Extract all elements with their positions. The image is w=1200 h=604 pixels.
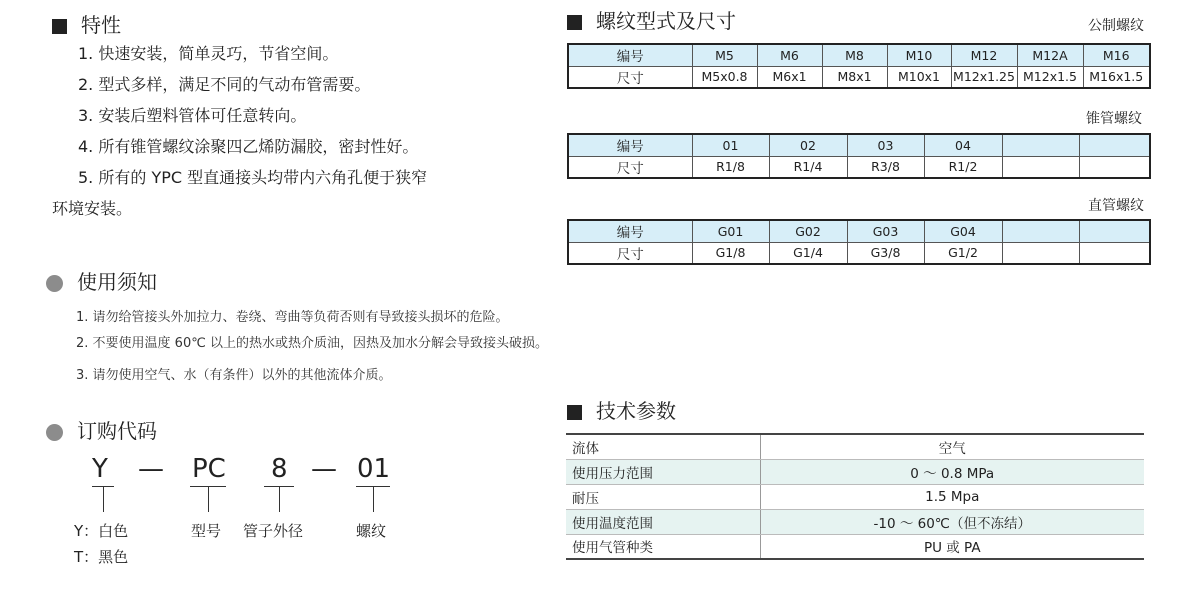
thread-size-cell — [1079, 156, 1150, 178]
param-name: 流体 — [566, 434, 760, 459]
table-row — [566, 459, 1144, 484]
thread-size-cell: R1/4 — [769, 156, 847, 178]
table-row — [566, 534, 1144, 559]
color-label-black: T：黑色 — [74, 548, 129, 566]
row-label: 尺寸 — [568, 242, 692, 264]
thread-size-cell — [1079, 242, 1150, 264]
thread-size-cell: R3/8 — [847, 156, 924, 178]
thread-size-cell: M6x1 — [757, 66, 822, 88]
straight-thread-tag: 直管螺纹 — [1088, 198, 1144, 214]
usage-title: 使用须知 — [46, 266, 157, 295]
table-row — [568, 66, 1150, 88]
square-bullet-icon — [567, 15, 582, 30]
tech-title: 技术参数 — [567, 395, 676, 424]
row-label: 尺寸 — [568, 66, 692, 88]
code-tick — [103, 486, 104, 512]
usage-item: 1. 请勿给管接头外加拉力、卷绕、弯曲等负荷否则有导致接头损坏的危险。 — [76, 310, 509, 325]
param-name: 使用压力范围 — [566, 459, 760, 484]
usage-item: 3. 请勿使用空气、水（有条件）以外的其他流体介质。 — [76, 368, 392, 383]
table-row — [568, 44, 1150, 66]
taper-thread-tag: 锥管螺纹 — [1086, 111, 1142, 127]
table-row — [566, 434, 1144, 459]
type-label: 型号 — [191, 522, 222, 540]
order-code-color: Y — [92, 454, 108, 484]
thread-code-cell — [1002, 220, 1079, 242]
thread-size-cell: M8x1 — [822, 66, 887, 88]
param-name: 使用气管种类 — [566, 534, 760, 559]
thread-code-cell: M16 — [1083, 44, 1150, 66]
thread-code-cell: M5 — [692, 44, 757, 66]
usage-item: 2. 不要使用温度 60℃ 以上的热水或热介质油，因热及加水分解会导致接头破损。 — [76, 336, 548, 351]
thread-size-cell — [1002, 156, 1079, 178]
table-row — [568, 242, 1150, 264]
thread-size-cell: M12x1.25 — [951, 66, 1017, 88]
thread-code-cell: G04 — [924, 220, 1002, 242]
thread-size-cell: M5x0.8 — [692, 66, 757, 88]
table-row — [568, 220, 1150, 242]
order-code-dash: — — [138, 454, 164, 484]
code-tick — [208, 486, 209, 512]
diameter-label: 管子外径 — [243, 522, 304, 540]
thread-code-cell: M12 — [951, 44, 1017, 66]
thread-code-cell: 02 — [769, 134, 847, 156]
table-row — [566, 509, 1144, 534]
order-code-dash: — — [311, 454, 337, 484]
row-label: 编号 — [568, 44, 692, 66]
color-label-white: Y：白色 — [74, 522, 129, 540]
thread-code-cell: M6 — [757, 44, 822, 66]
thread-code-cell — [1079, 220, 1150, 242]
square-bullet-icon — [52, 19, 67, 34]
table-row — [568, 156, 1150, 178]
thread-code-cell — [1002, 134, 1079, 156]
code-tick — [279, 486, 280, 512]
thread-code-cell: G02 — [769, 220, 847, 242]
features-title: 特性 — [52, 9, 121, 38]
thread-code-cell: 01 — [692, 134, 769, 156]
thread-label: 螺纹 — [356, 522, 387, 540]
feature-item: 环境安装。 — [52, 199, 133, 218]
code-tick — [373, 486, 374, 512]
param-value: 空气 — [760, 434, 1144, 459]
order-code-diameter: 8 — [271, 454, 288, 484]
thread-size-cell: R1/2 — [924, 156, 1002, 178]
thread-size-cell: G1/4 — [769, 242, 847, 264]
straight-thread-table — [567, 219, 1151, 265]
feature-item: 3. 安装后塑料管体可任意转向。 — [78, 106, 307, 125]
thread-size-cell: M10x1 — [887, 66, 951, 88]
thread-size-cell: G1/2 — [924, 242, 1002, 264]
thread-code-cell: 03 — [847, 134, 924, 156]
thread-size-cell: R1/8 — [692, 156, 769, 178]
metric-thread-table — [567, 43, 1151, 89]
feature-item: 2. 型式多样，满足不同的气动布管需要。 — [78, 75, 371, 94]
thread-code-cell: G03 — [847, 220, 924, 242]
feature-item: 1. 快速安装，简单灵巧，节省空间。 — [78, 44, 339, 63]
table-row — [568, 134, 1150, 156]
circle-bullet-icon — [46, 424, 63, 441]
order-code-thread: 01 — [357, 454, 391, 484]
thread-code-cell — [1079, 134, 1150, 156]
feature-item: 5. 所有的 YPC 型直通接头均带内六角孔便于狭窄 — [78, 168, 428, 187]
param-value: 0 ～ 0.8 MPa — [760, 459, 1144, 484]
thread-size-cell: M16x1.5 — [1083, 66, 1150, 88]
thread-code-cell: M8 — [822, 44, 887, 66]
circle-bullet-icon — [46, 275, 63, 292]
table-row — [566, 484, 1144, 509]
param-value: PU 或 PA — [760, 534, 1144, 559]
thread-title: 螺纹型式及尺寸 — [567, 5, 736, 34]
thread-code-cell: 04 — [924, 134, 1002, 156]
row-label: 编号 — [568, 220, 692, 242]
thread-size-cell: M12x1.5 — [1017, 66, 1083, 88]
taper-thread-table — [567, 133, 1151, 179]
thread-code-cell: G01 — [692, 220, 769, 242]
square-bullet-icon — [567, 405, 582, 420]
features-list — [52, 38, 427, 224]
order-code-type: PC — [192, 454, 226, 484]
thread-size-cell: G1/8 — [692, 242, 769, 264]
tech-params-table — [566, 433, 1144, 560]
param-name: 耐压 — [566, 484, 760, 509]
row-label: 尺寸 — [568, 156, 692, 178]
param-value: -10 ～ 60℃（但不冻结） — [760, 509, 1144, 534]
thread-size-cell — [1002, 242, 1079, 264]
param-name: 使用温度范围 — [566, 509, 760, 534]
thread-code-cell: M10 — [887, 44, 951, 66]
metric-thread-tag: 公制螺纹 — [1088, 18, 1144, 34]
thread-code-cell: M12A — [1017, 44, 1083, 66]
thread-size-cell: G3/8 — [847, 242, 924, 264]
feature-item: 4. 所有锥管螺纹涂聚四乙烯防漏胶，密封性好。 — [78, 137, 419, 156]
order-title: 订购代码 — [46, 415, 157, 444]
param-value: 1.5 Mpa — [760, 484, 1144, 509]
row-label: 编号 — [568, 134, 692, 156]
